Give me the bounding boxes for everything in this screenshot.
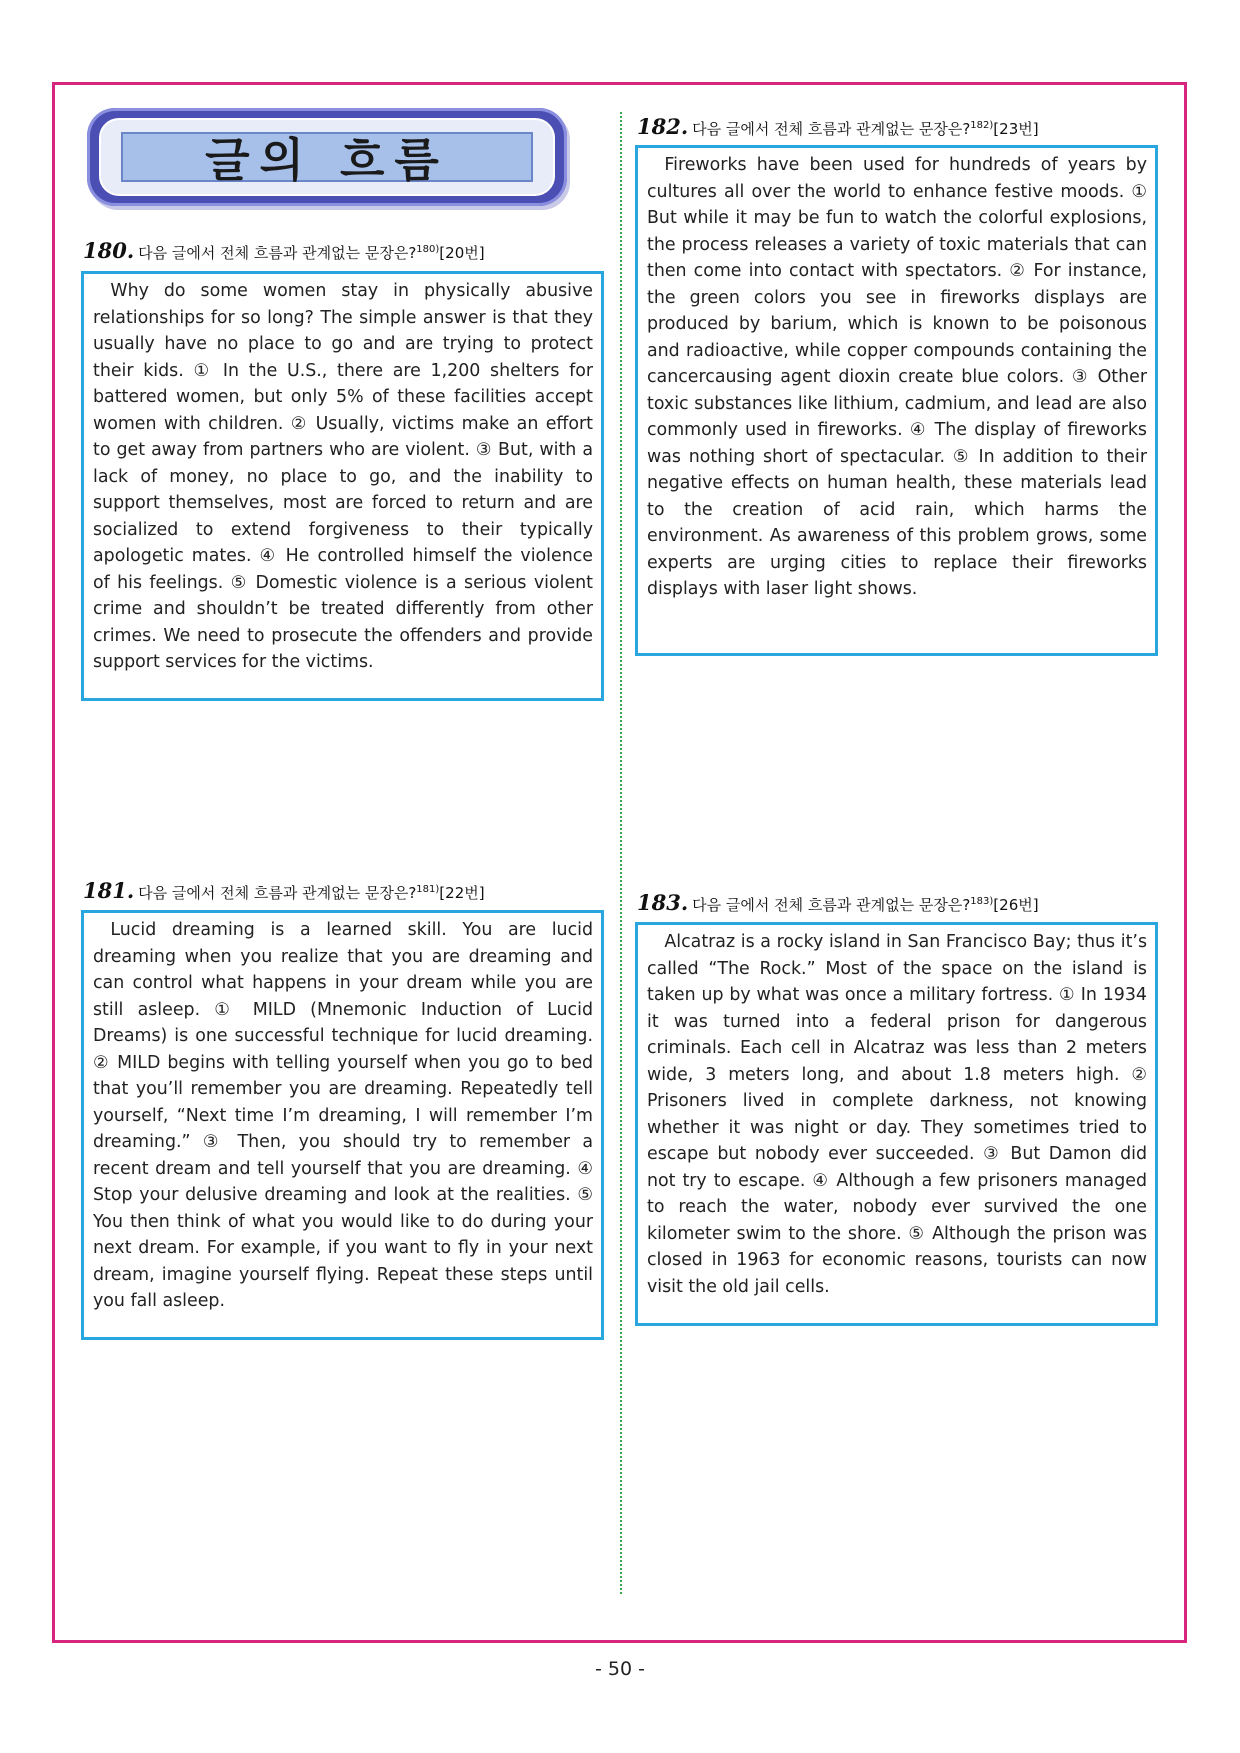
question-ref: 182) bbox=[970, 120, 994, 131]
question-source: [26번] bbox=[993, 896, 1039, 914]
question-ref: 181) bbox=[416, 884, 440, 895]
question-prompt: 다음 글에서 전체 흐름과 관계없는 문장은? bbox=[138, 884, 417, 902]
passage-182: Fireworks have been used for hundreds of years by cultures all over the world to enhance festive moods. ① But while it may be fun to watch the colorful explosions, the process releases a variety of toxic materials that can then come into contact with spectators. ② For instance, the green colors you see in fireworks displays are produced by barium, which is known to be poisonous and radioactive, while copper compounds containing the cancercausing agent dioxin create blue colors. ③ Other toxic substances like lithium, cadmium, and lead are also commonly used in fireworks. ④ The display of fireworks was nothing short of spectacular. ⑤ In addition to their negative effects on human health, these materials lead to the creation of acid rain, which harms the environment. As awareness of this problem grows, some experts are urging cities to replace their fireworks displays with laser light shows. bbox=[635, 145, 1158, 656]
question-ref: 180) bbox=[416, 244, 440, 255]
banner-core bbox=[121, 132, 533, 187]
question-prompt: 다음 글에서 전체 흐름과 관계없는 문장은? bbox=[138, 244, 417, 262]
passage-181: Lucid dreaming is a learned skill. You are lucid dreaming when you realize that you are dreaming and can control what happens in your dream while you are still asleep. ① MILD (Mnemonic Induction of Lucid Dreams) is one successful technique for lucid dreaming. ② MILD begins with telling yourself when you go to bed that you’ll remember you are dreaming. Repeatedly tell yourself, “Next time I’m dreaming, I will remember I’m dreaming.” ③ Then, you should try to remember a recent dream and tell yourself that you are dreaming. ④ Stop your delusive dreaming and look at the realities. ⑤ You then think of what you would like to do during your next dream. For example, if you want to fly in your next dream, imagine yourself flying. Repeat these steps until you fall asleep. bbox=[81, 910, 604, 1340]
section-banner bbox=[87, 108, 567, 206]
question-number: 182. bbox=[637, 114, 689, 139]
question-header-183 bbox=[637, 890, 1039, 915]
question-source: [23번] bbox=[993, 120, 1039, 138]
column-divider bbox=[620, 112, 622, 1594]
passage-180: Why do some women stay in physically abusive relationships for so long? The simple answer is that they usually have no place to go and are trying to protect their kids. ① In the U.S., there are 1,200 shelters for battered women, but only 5% of these facilities accept women with children. ② Usually, victims make an effort to get away from partners who are violent. ③ But, with a lack of money, no place to go, and the inability to support themselves, most are forced to return and are socialized to extend forgiveness to their typically apologetic mates. ④ He controlled himself the violence of his feelings. ⑤ Domestic violence is a serious violent crime and shouldn’t be treated differently from other crimes. We need to prosecute the offenders and provide support services for the victims. bbox=[81, 271, 604, 701]
question-header-180 bbox=[83, 238, 485, 263]
question-number: 181. bbox=[83, 878, 135, 903]
question-prompt: 다음 글에서 전체 흐름과 관계없는 문장은? bbox=[692, 896, 971, 914]
question-header-182 bbox=[637, 114, 1039, 139]
question-source: [22번] bbox=[439, 884, 485, 902]
question-header-181 bbox=[83, 878, 485, 903]
banner-inner bbox=[99, 118, 555, 196]
question-number: 180. bbox=[83, 238, 135, 263]
question-ref: 183) bbox=[970, 896, 994, 907]
question-prompt: 다음 글에서 전체 흐름과 관계없는 문장은? bbox=[692, 120, 971, 138]
passage-183: Alcatraz is a rocky island in San Francisco Bay; thus it’s called “The Rock.” Most of the space on the island is taken up by what was once a military fortress. ① In 1934 it was turned into a federal prison for dangerous criminals. Each cell in Alcatraz was less than 2 meters wide, 3 meters long, and about 1.8 meters high. ② Prisoners lived in complete darkness, not knowing whether it was night or day. They sometimes tried to escape but nobody ever succeeded. ③ But Damon did not try to escape. ④ Although a few prisoners managed to reach the water, nobody ever survived the one kilometer swim to the shore. ⑤ Although the prison was closed in 1963 for economic reasons, tourists can now visit the old jail cells. bbox=[635, 922, 1158, 1326]
question-source: [20번] bbox=[439, 244, 485, 262]
question-number: 183. bbox=[637, 890, 689, 915]
page-number: - 50 - bbox=[595, 1658, 645, 1680]
section-title: 글의 흐름 bbox=[205, 133, 449, 187]
